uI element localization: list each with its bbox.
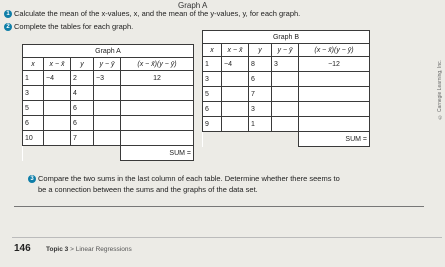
- table-row: [23, 116, 194, 131]
- step-3-line2: be a connection between the sums and the graphs of the data set.: [38, 185, 258, 194]
- table-b-cell[interactable]: [222, 117, 249, 132]
- table-a-cell[interactable]: [94, 131, 121, 146]
- table-a-header: x − x̄: [44, 58, 71, 71]
- table-b-cell: 8: [249, 57, 272, 72]
- table-b-cell: 5: [203, 87, 222, 102]
- step-2-text: Complete the tables for each graph.: [14, 22, 134, 31]
- step-3-number: 3: [28, 175, 36, 183]
- table-a-cell[interactable]: [44, 86, 71, 101]
- table-a-cell[interactable]: [94, 116, 121, 131]
- table-a-header: y − ȳ: [94, 58, 121, 71]
- table-row: [23, 146, 194, 161]
- table-a-cell[interactable]: [121, 86, 194, 101]
- table-a-cell[interactable]: [44, 101, 71, 116]
- table-a-cell[interactable]: −4: [44, 71, 71, 86]
- table-a-cell[interactable]: [44, 116, 71, 131]
- table-b-cell[interactable]: [222, 87, 249, 102]
- table-a-header: (x − x̄)(y − ȳ): [121, 58, 194, 71]
- table-a-cell: 5: [23, 101, 44, 116]
- table-b-cell: 6: [249, 72, 272, 87]
- table-a-cell: 10: [23, 131, 44, 146]
- table-a-cell[interactable]: [121, 101, 194, 116]
- table-b-header: y: [249, 44, 272, 57]
- table-row: [203, 102, 370, 117]
- topic-label: Topic 3: [46, 246, 69, 253]
- table-a-cell: 3: [23, 86, 44, 101]
- table-b-cell: 9: [203, 117, 222, 132]
- table-b-cell[interactable]: [299, 87, 370, 102]
- table-b-cell: 3: [249, 102, 272, 117]
- step-1-text: Calculate the mean of the x-values, x, and the mean of the y-values, y, for each graph.: [14, 9, 301, 18]
- step-3: [28, 174, 340, 183]
- table-a-cell: 6: [71, 116, 94, 131]
- table-row: [23, 86, 194, 101]
- table-a-cell[interactable]: 12: [121, 71, 194, 86]
- table-b-cell: 1: [203, 57, 222, 72]
- table-graph-b: [202, 30, 370, 147]
- table-b-cell[interactable]: [299, 72, 370, 87]
- table-a-cell[interactable]: [94, 101, 121, 116]
- answer-line[interactable]: [14, 206, 424, 207]
- table-a-cell[interactable]: −3: [94, 71, 121, 86]
- table-a-header: y: [71, 58, 94, 71]
- table-row: [23, 71, 194, 86]
- table-a-cell[interactable]: [44, 131, 71, 146]
- table-a-cell: 7: [71, 131, 94, 146]
- top-caption: Graph A: [178, 1, 208, 10]
- table-b-cell[interactable]: [272, 117, 299, 132]
- table-b-cell[interactable]: 3: [272, 57, 299, 72]
- table-b-sum[interactable]: SUM =: [299, 132, 370, 147]
- table-b-cell[interactable]: [222, 102, 249, 117]
- table-b-cell[interactable]: [272, 72, 299, 87]
- table-b-cell[interactable]: [299, 102, 370, 117]
- table-b-cell: 7: [249, 87, 272, 102]
- step-1-number: 1: [4, 10, 12, 18]
- table-b-cell[interactable]: [222, 72, 249, 87]
- table-row: [203, 87, 370, 102]
- table-a-cell: 2: [71, 71, 94, 86]
- table-a-cell[interactable]: [94, 86, 121, 101]
- table-b-cell[interactable]: [299, 117, 370, 132]
- step-3-text-line1: Compare the two sums in the last column of each table. Determine whether there seems to: [38, 174, 340, 183]
- table-graph-a: [22, 44, 194, 161]
- table-a-cell[interactable]: [121, 131, 194, 146]
- table-a-cell: 6: [23, 116, 44, 131]
- page-number: 146: [14, 243, 31, 254]
- table-b-cell: 6: [203, 102, 222, 117]
- table-b-header: x − x̄: [222, 44, 249, 57]
- copyright-credit: © Carnegie Learning, Inc.: [437, 60, 443, 120]
- table-b-cell: 3: [203, 72, 222, 87]
- table-row: [23, 101, 194, 116]
- table-b-cell: 1: [249, 117, 272, 132]
- footer-topic: [46, 246, 132, 253]
- table-row: [203, 117, 370, 132]
- table-row: [203, 132, 370, 147]
- table-a-title: Graph A: [23, 45, 194, 58]
- table-row: [203, 57, 370, 72]
- step-2: [4, 22, 133, 31]
- step-1: [4, 9, 300, 18]
- table-a-sum-spacer: [23, 146, 121, 161]
- table-row: [23, 131, 194, 146]
- topic-section: Linear Regressions: [75, 246, 132, 253]
- table-a-header: x: [23, 58, 44, 71]
- footer-divider: [12, 237, 442, 238]
- table-b-cell[interactable]: −12: [299, 57, 370, 72]
- table-a-cell: 1: [23, 71, 44, 86]
- step-2-number: 2: [4, 23, 12, 31]
- table-b-cell[interactable]: [272, 102, 299, 117]
- table-b-title: Graph B: [203, 31, 370, 44]
- table-b-header: y − ȳ: [272, 44, 299, 57]
- table-b-header: x: [203, 44, 222, 57]
- table-a-cell: 6: [71, 101, 94, 116]
- table-b-header: (x − x̄)(y − ȳ): [299, 44, 370, 57]
- topic-separator: >: [70, 246, 74, 253]
- table-a-cell[interactable]: [121, 116, 194, 131]
- table-a-sum[interactable]: SUM =: [121, 146, 194, 161]
- table-b-sum-spacer: [203, 132, 299, 147]
- table-row: [203, 72, 370, 87]
- table-b-cell[interactable]: −4: [222, 57, 249, 72]
- table-a-cell: 4: [71, 86, 94, 101]
- table-b-cell[interactable]: [272, 87, 299, 102]
